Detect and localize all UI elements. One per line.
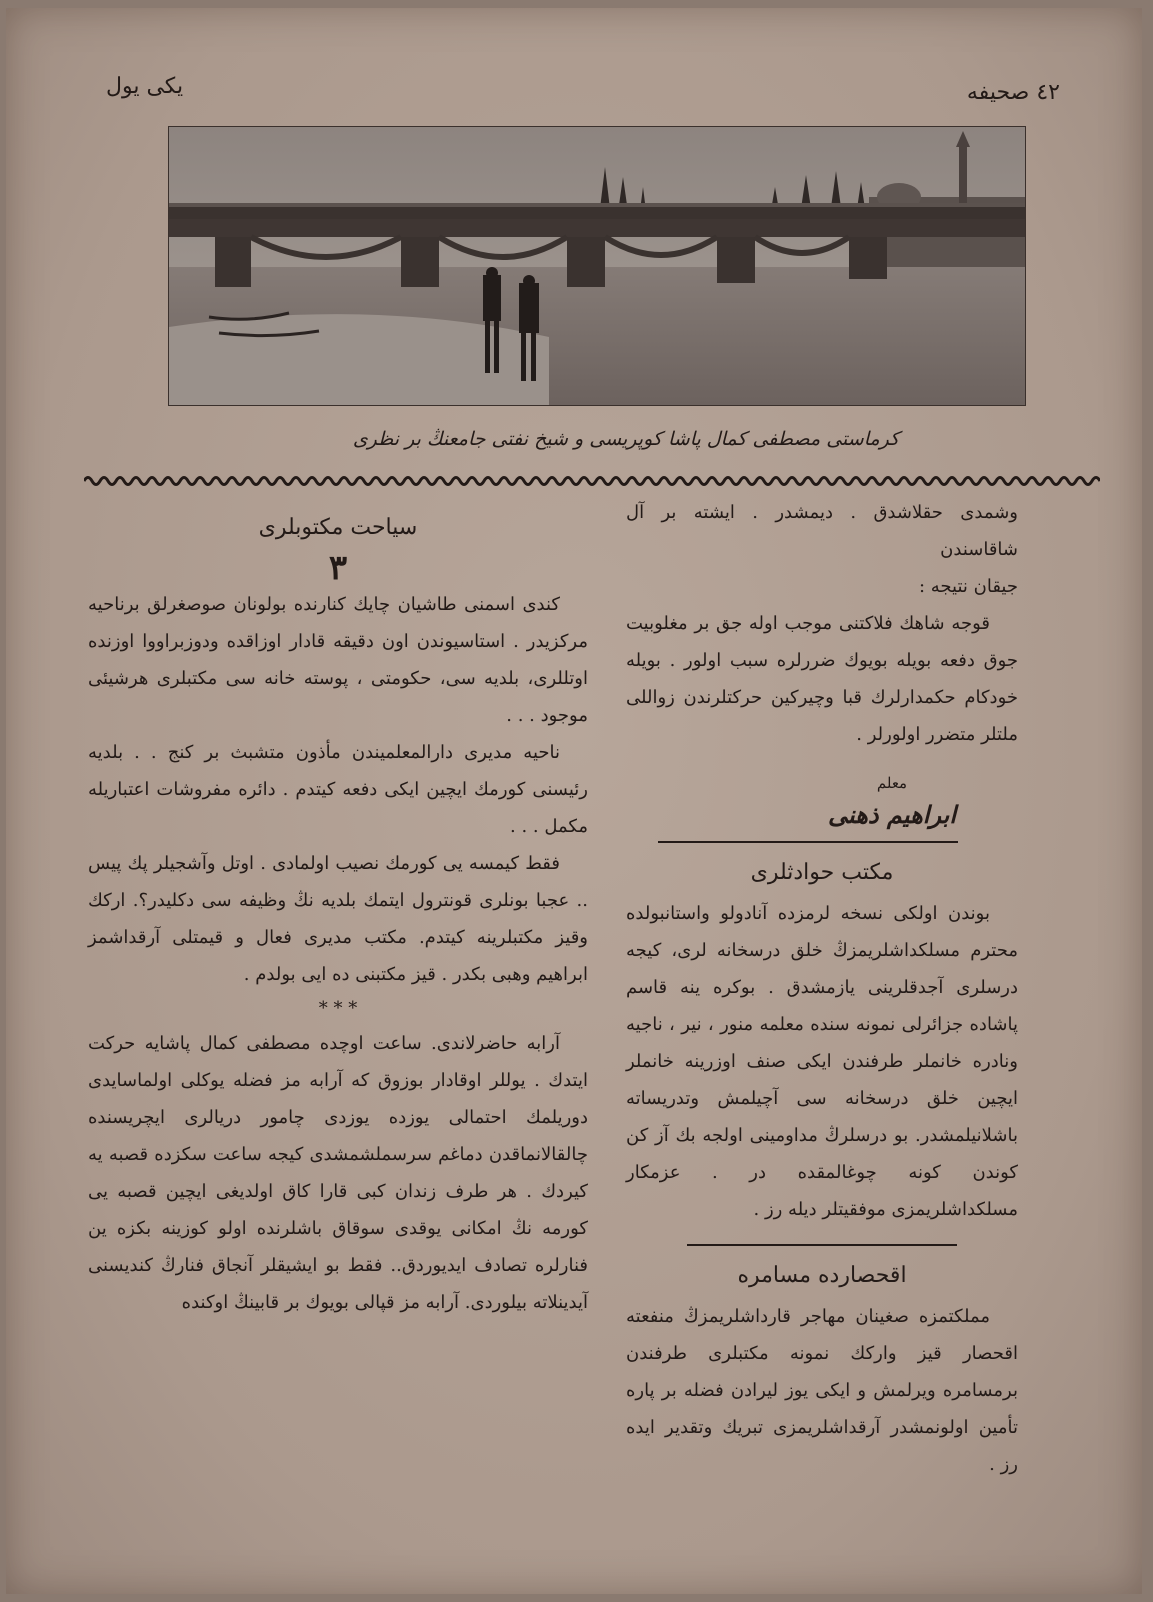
left-paragraph-2: ناحیه مدیری دارالمعلمیندن مأذون متشبث بر کنج . . بلدیه رئیسنی کورمك ایچین ایکی دفعه کیتدم . دائره مفروشات اعتباریله مکمل . . .: [88, 742, 588, 837]
newspaper-name: یکی یول: [106, 74, 184, 99]
school-news-title: مکتب حوادثلری: [750, 860, 894, 885]
photo-caption: کرماستی مصطفی کمال پاشا کوپریسی و شیخ نفتی جامعنڭ بر نظری: [352, 428, 900, 450]
right-column: [626, 494, 1018, 1483]
wavy-divider: [84, 472, 1100, 490]
school-news-paragraph: بوندن اولکی نسخه لرمزده آنادولو واستانبولده محترم مسلکداشلریمزڭ خلق درسخانه لری، کیجه درسلری آجدقلرینی یازمشدق . بوکره ینه قاسم پاشاده جزائرلی نمونه سنده معلمه منور ، نیر ، ناجیه ونادره خانملر طرفندن ایکی صنف اوزرینه خانملر ایچین خلق درسخانه سی آچیلمش وتدریساته باشلانیلمشدر. بو درسلرڭ مداومینی اولجه بك آز کن کوندن کونه چوغالمقده در . عزمکار مسلکداشلریمزی موفقیتلر دیله رز .: [626, 903, 1018, 1220]
section-rule: [687, 1244, 957, 1246]
section-stars: * * *: [318, 998, 358, 1019]
right-paragraph-3: قوجه شاهك فلاکتنی موجب اوله جق بر مغلوبیت جوق دفعه بویله بویوك ضررلره سبب اولور . بویله خودکام حکمدارلرك قبا وچیرکین حرکتلرندن زواللی ملتلر متضرر اولورلر .: [626, 613, 1018, 745]
signature-name: ابراهیم ذهنی: [827, 800, 957, 829]
right-paragraph-1: وشمدی حقلاشدق . دیمشدر . ایشته بر آل شاقاسندن: [626, 502, 1018, 560]
newspaper-page: [6, 8, 1142, 1594]
left-paragraph-4: آرابه حاضرلاندی. ساعت اوچده مصطفی کمال پاشایه حرکت ایتدك . یوللر اوقادار بوزوق که آرابه مز فضله یوکلی اولماسایدی دوریلمك احتمالی یوزده یوزدی چامور دریالری ایچریسنده چالقالانماقدن دماغم سرسملشمشدی کیجه ساعت سکزده قصبه یه کیردك . هر طرف زندان کبی قارا کاق اولدیغی ایچین قصبه یی کورمه نڭ امکانی یوقدی سوقاق باشلرنده اولو کوزینه بکزه ین فنارلره تصادف ایدیوردق.. فقط بو ایشیقلر آنجاق فنارڭ کندیسنی آیدینلاته بیلوردی. آرابه مز قپالی بویوك بر قابینڭ اوکنده: [88, 1033, 588, 1313]
travel-letters-number: ٣: [328, 548, 348, 588]
section-rule: [658, 841, 958, 843]
right-paragraph-2: جیقان نتیجه :: [918, 576, 1018, 597]
signature-role: معلم: [876, 774, 908, 792]
bridge-photo-illustration: [169, 127, 1025, 405]
bridge-photo: [168, 126, 1026, 406]
left-column: [88, 502, 588, 1321]
akhisar-evening-paragraph: مملکتمزه صغینان مهاجر قارداشلریمزڭ منفعته اقحصار قیز وارکك نمونه مکتبلری طرفندن برمسامره ویرلمش و ایکی یوز لیرادن فضله بر پاره تأمین اولونمشدر آرقداشلریمزی تبریك وتقدیر ایده رز .: [626, 1306, 1018, 1475]
left-paragraph-1: کندی اسمنی طاشیان چایك کنارنده بولونان صوصغرلق برناحیه مرکزیدر . استاسیوندن اون دقیقه قادار اوزاقده ودوزبراووا اوزنده اوتللری، بلدیه سی، حکومتی ، پوسته خانه سی مکتبلری هرشیئی موجود . . .: [88, 594, 588, 726]
left-paragraph-3: فقط کیمسه یی کورمك نصیب اولمادی . اوتل وآشجیلر پك پیس .. عجبا بونلری قونترول ایتمك بلدیه نڭ وظیفه سی دکلیدر؟. ارکك وقیز مکتبلرینه کیتدم. مکتب مدیری فعال و قیمتلی آرقداشمز ابراهیم وهبی بکدر . قیز مکتبنی ده ایی بولدم .: [88, 853, 588, 985]
akhisar-evening-title: اقحصارده مسامره: [737, 1263, 907, 1288]
page-number: ٤٢ صحیفه: [966, 80, 1060, 105]
travel-letters-title: سیاحت مکتوبلری: [258, 515, 418, 540]
